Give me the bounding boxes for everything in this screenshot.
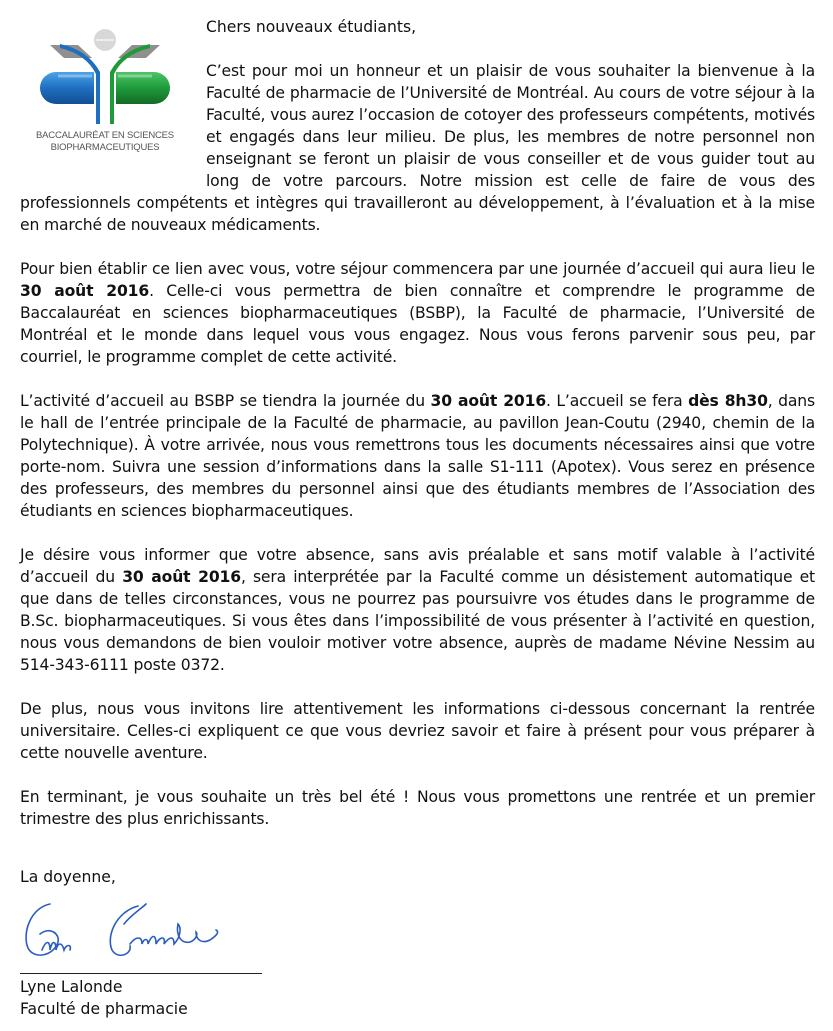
text-span: . Celle-ci vous permettra de bien connaître et comprendre le programme de Baccalauréat en sciences biopharmaceutiques (BSBP), la Faculté de pharmacie, l’Université de Montréal et le monde dans lequel vous vous engagez. Nous vous ferons parvenir sous peu, par courriel, le programme complet de cette activité. bbox=[20, 282, 815, 366]
paragraph-activity-details bbox=[20, 390, 815, 522]
logo-caption-line1: BACCALAURÉAT EN SCIENCES bbox=[36, 130, 174, 141]
paragraph-orientation-day bbox=[20, 258, 815, 368]
logo-spacer bbox=[20, 60, 206, 192]
letter-body bbox=[20, 16, 815, 852]
text-span: . L’accueil se fera bbox=[546, 392, 689, 410]
paragraph-absence-policy bbox=[20, 544, 815, 676]
text-span: , sera interprétée par la Faculté comme un désistement automatique et que dans de telles circonstances, vous ne pourrez pas poursuivre vos études dans le programme de B.Sc. biopharmaceutiques. Si vous êtes dans l’impossibilité de vous présenter à l’activité en question, nous vous demandons de bien vouloir motiver votre absence, auprès de madame Névine Nessim au 514-343-6111 poste 0372. bbox=[20, 568, 816, 674]
logo-caption-line2: BIOPHARMACEUTIQUES bbox=[50, 142, 160, 153]
time-highlight: dès 8h30 bbox=[688, 392, 768, 410]
signature-line bbox=[20, 973, 262, 974]
signatory-organization: Faculté de pharmacie bbox=[20, 1000, 188, 1018]
paragraph-closing: En terminant, je vous souhaite un très bel été ! Nous vous promettons une rentrée et un premier trimestre des plus enrichissants. bbox=[20, 788, 815, 828]
paragraph-welcome: C’est pour moi un honneur et un plaisir de vous souhaiter la bienvenue à la Faculté de pharmacie de l’Université de Montréal. Au cours de votre séjour à la Faculté, vous aurez l’occasion de cotoyer des professeurs compétents, motivés et engagés dans leur milieu. De plus, les membres de notre personnel non enseignant se feront un plaisir de vous conseiller et de vous guider tout au long de votre parcours. Notre mission est celle de faire de vous des professionnels compétents et intègres qui travailleront au développement, à l’évaluation et à la mise en marché de nouveaux médicaments. bbox=[20, 62, 815, 234]
signatory-name: Lyne Lalonde bbox=[20, 978, 123, 996]
date-highlight: 30 août 2016 bbox=[122, 568, 241, 586]
text-span: Je désire vous informer que votre absence, sans avis préalable et sans motif valable à l’activité d’accueil du bbox=[20, 546, 815, 586]
text-span: , dans le hall de l’entrée principale de la Faculté de pharmacie, au pavillon Jean-Coutu (2940, chemin de la Polytechnique). À votre arrivée, nous vous remettrons tous les documents nécessaires ainsi que votre porte-nom. Suivra une session d’informations dans la salle S1-111 (Apotex). Vous serez en présence des professeurs, des membres du personnel ainsi que des étudiants membres de l’Association des étudiants en sciences biopharmaceutiques. bbox=[20, 392, 816, 520]
date-highlight: 30 août 2016 bbox=[20, 282, 150, 300]
handwritten-signature-icon bbox=[20, 894, 260, 969]
text-span: L’activité d’accueil au BSBP se tiendra la journée du bbox=[20, 392, 431, 410]
paragraph-information: De plus, nous vous invitons lire attentivement les informations ci-dessous concernant la rentrée universitaire. Celles-ci expliquent ce que vous devriez savoir et faire à présent pour vous préparer à cette nouvelle aventure. bbox=[20, 700, 815, 762]
text-span: Pour bien établir ce lien avec vous, votre séjour commencera par une journée d’accueil qui aura lieu le bbox=[20, 260, 815, 278]
signatory-title: La doyenne, bbox=[20, 868, 116, 886]
greeting: Chers nouveaux étudiants, bbox=[206, 18, 417, 36]
date-highlight: 30 août 2016 bbox=[430, 392, 547, 410]
